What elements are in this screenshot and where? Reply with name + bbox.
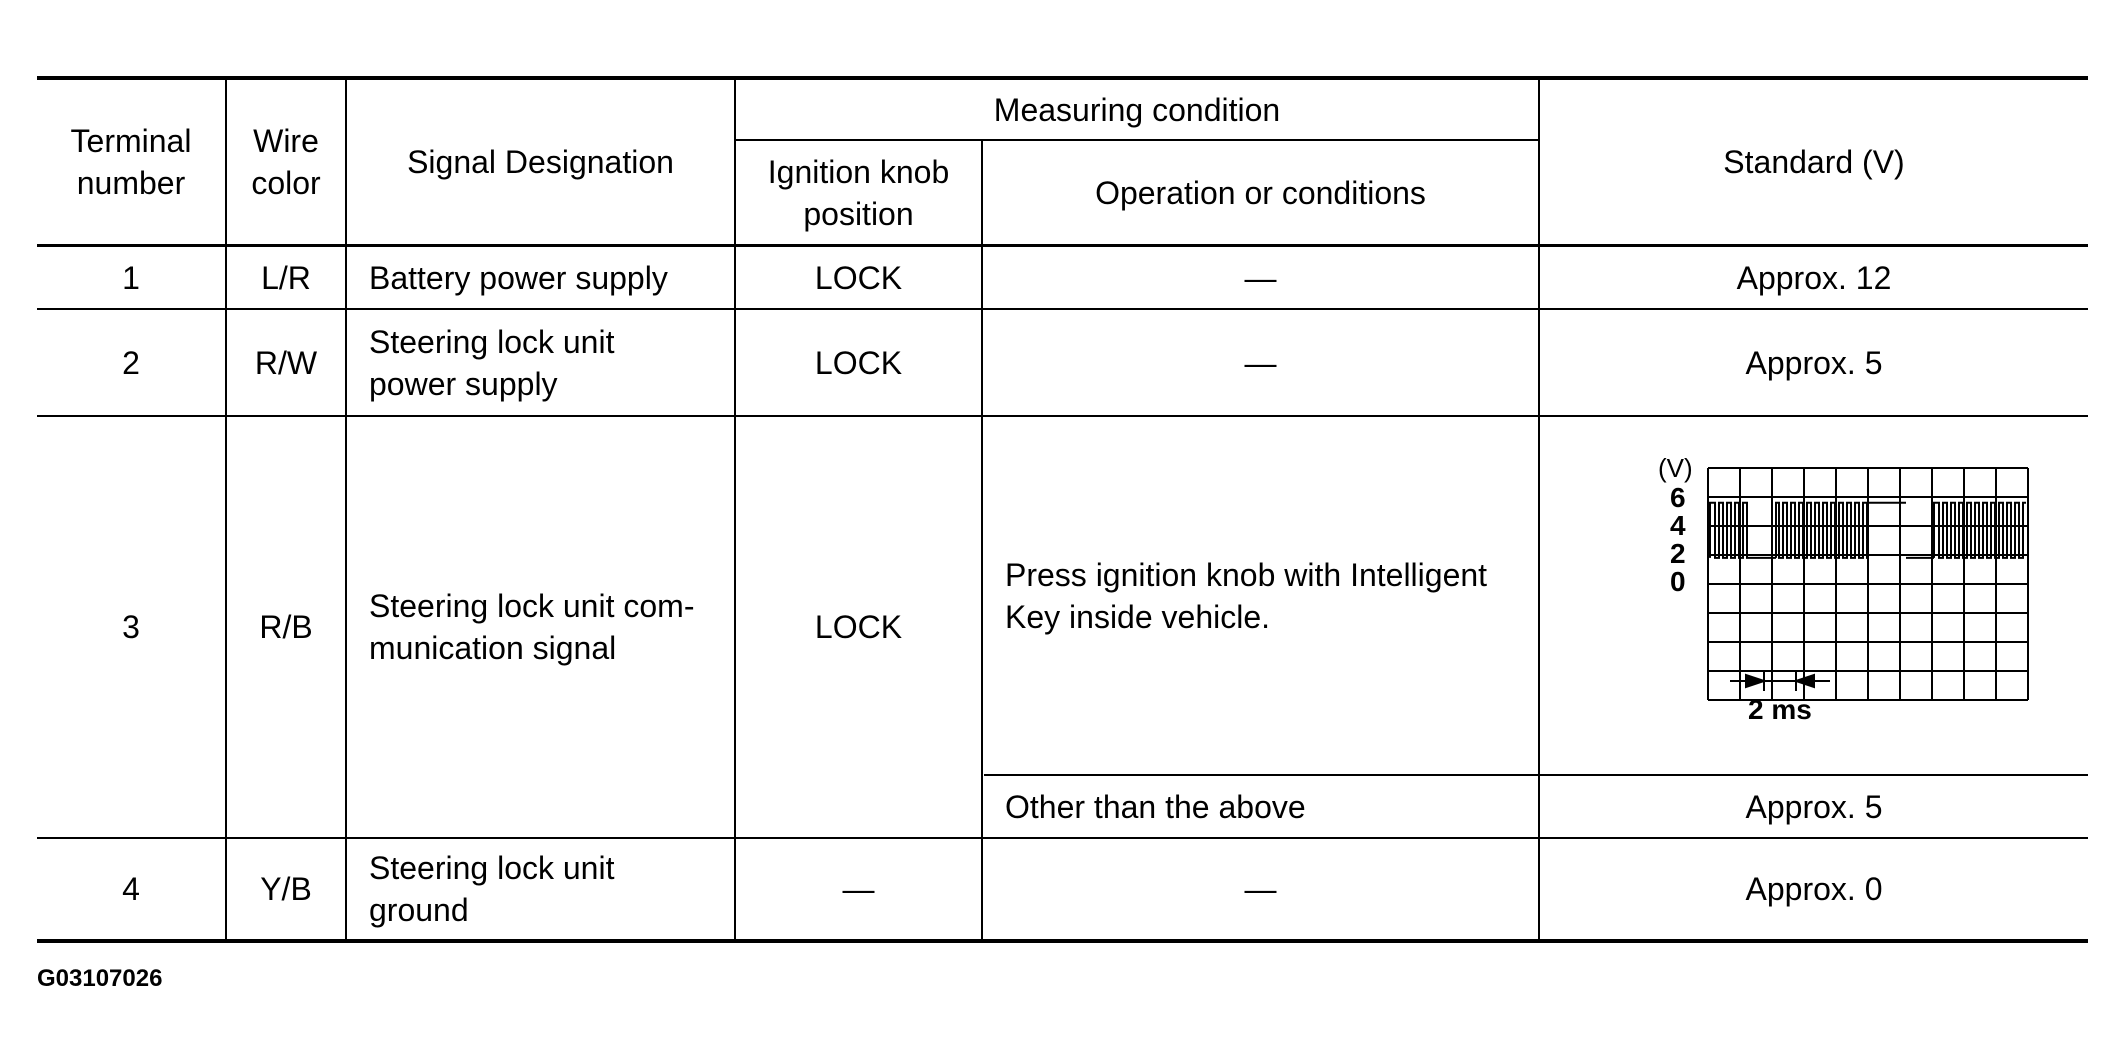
waveform-y-tick-0: 0	[1670, 566, 1686, 597]
waveform-y-tick-4: 4	[1670, 510, 1686, 541]
time-scale-arrow-left	[1746, 675, 1764, 687]
header-ignition-knob-position	[736, 141, 981, 244]
row1-signal-text: Battery power supply	[369, 259, 668, 296]
header-wire-color	[227, 80, 345, 244]
row1-wire	[227, 247, 345, 308]
row3-operation-1-text: Press ignition knob with Intelligent Key inside vehicle.	[1005, 556, 1488, 635]
header-measuring-condition-text: Measuring condition	[993, 91, 1281, 128]
row1-terminal	[37, 247, 225, 308]
header-operation-or-conditions-text: Operation or conditions	[1095, 174, 1426, 211]
row4-signal-text: Steering lock unit ground	[369, 850, 615, 928]
row2-operation	[983, 310, 1538, 415]
header-signal-designation-text: Signal Designation	[407, 144, 674, 180]
waveform-y-tick-6: 6	[1670, 482, 1686, 513]
terminal-table	[37, 76, 2088, 942]
header-terminal-number-text: Terminal number	[70, 123, 192, 201]
waveform-unit-label: (V)	[1658, 453, 1693, 483]
row1-wire-text: L/R	[261, 259, 311, 296]
waveform-svg	[1540, 417, 2088, 774]
row4-signal	[347, 839, 734, 939]
row4-wire	[227, 839, 345, 939]
waveform-y-tick-2: 2	[1670, 538, 1686, 569]
row4-terminal	[37, 839, 225, 939]
row3-wire	[227, 417, 345, 837]
row2-standard	[1540, 310, 2088, 415]
row1-signal	[347, 247, 734, 308]
waveform-time-label: 2 ms	[1748, 694, 1812, 725]
row2-signal	[347, 310, 734, 415]
row2-operation-text: —	[1244, 344, 1277, 381]
row1-terminal-text: 1	[122, 259, 140, 296]
row2-wire	[227, 310, 345, 415]
row3-operation-2-text: Other than the above	[1005, 788, 1306, 825]
row4-operation-text: —	[1244, 871, 1277, 907]
row1-operation	[983, 247, 1538, 308]
row1-standard-text: Approx. 12	[1736, 259, 1892, 296]
header-wire-color-text: Wire color	[251, 123, 321, 201]
row3-operation-2	[983, 776, 1538, 837]
row2-terminal	[37, 310, 225, 415]
header-ignition-knob-position-text: Ignition knob position	[767, 153, 950, 232]
row4-operation	[983, 839, 1538, 939]
header-standard	[1540, 80, 2088, 244]
row3-signal-text: Steering lock unit com-munication signal	[369, 588, 695, 666]
row2-ignition	[736, 310, 981, 415]
row4-standard-text: Approx. 0	[1745, 871, 1883, 907]
row3-terminal-text: 3	[122, 609, 140, 645]
waveform-signal	[1710, 503, 2026, 558]
header-measuring-condition	[736, 80, 1538, 139]
row4-terminal-text: 4	[122, 871, 140, 907]
row3-signal	[347, 417, 734, 837]
row3-wire-text: R/B	[259, 609, 313, 645]
row3-standard-2	[1540, 776, 2088, 837]
row3-terminal	[37, 417, 225, 837]
row1-ignition-text: LOCK	[814, 259, 903, 296]
row3-operation-1	[983, 417, 1538, 774]
row1-standard	[1540, 247, 2088, 308]
row3-ignition	[736, 417, 981, 837]
row2-wire-text: R/W	[254, 344, 318, 381]
figure-id: G03107026	[37, 965, 163, 992]
row3-ignition-text: LOCK	[814, 609, 903, 645]
header-signal-designation	[347, 80, 734, 244]
signal-trace	[1710, 503, 2026, 558]
row1-ignition	[736, 247, 981, 308]
time-scale-markers	[1730, 671, 1830, 691]
row1-operation-text: —	[1244, 259, 1277, 296]
row2-terminal-text: 2	[122, 344, 140, 381]
waveform-figure	[1540, 417, 2088, 774]
row4-wire-text: Y/B	[260, 871, 312, 907]
row2-standard-text: Approx. 5	[1745, 344, 1883, 381]
header-operation-or-conditions	[983, 141, 1538, 244]
header-standard-text: Standard (V)	[1723, 144, 1905, 180]
row2-signal-text: Steering lock unit power supply	[369, 323, 615, 402]
row3-standard-2-text: Approx. 5	[1745, 788, 1883, 825]
row2-ignition-text: LOCK	[814, 344, 903, 381]
row4-standard	[1540, 839, 2088, 939]
row4-ignition-text: —	[842, 871, 875, 907]
header-terminal-number	[37, 80, 225, 244]
row4-ignition	[736, 839, 981, 939]
